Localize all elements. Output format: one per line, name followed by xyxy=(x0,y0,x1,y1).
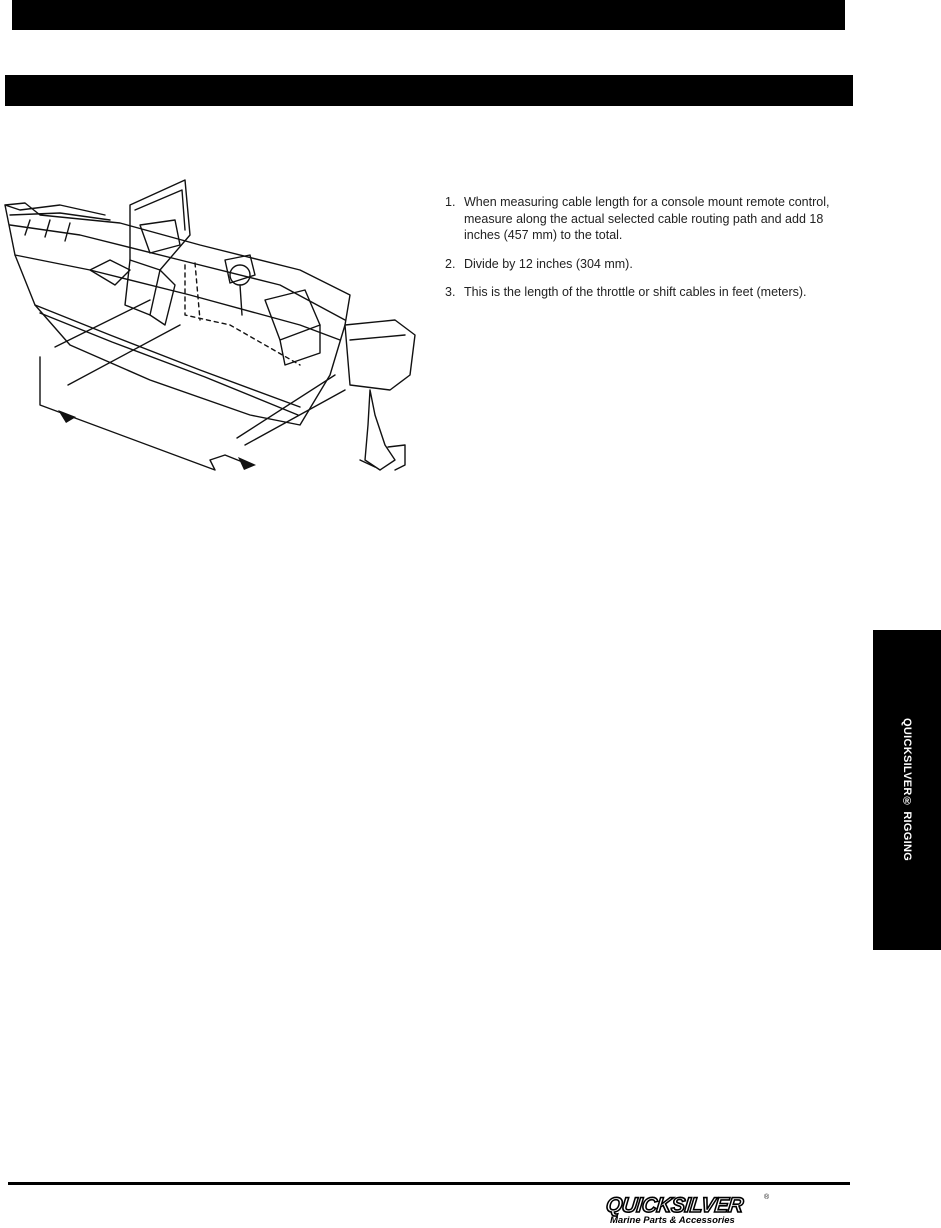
step-item xyxy=(445,284,845,301)
step-item xyxy=(445,256,845,273)
instruction-steps xyxy=(445,194,845,313)
step-text: This is the length of the throttle or shift cables in feet (meters). xyxy=(464,285,807,299)
step-number: 1. xyxy=(445,195,456,209)
header-bar xyxy=(12,0,845,30)
logo-tagline: Marine Parts & Accessories xyxy=(610,1215,735,1226)
side-tab-label: QUICKSILVER® RIGGING xyxy=(901,718,913,862)
logo-registered-mark: ® xyxy=(764,1194,770,1201)
section-title-bar xyxy=(5,75,853,106)
quicksilver-logo xyxy=(604,1194,774,1228)
step-number: 3. xyxy=(445,285,456,299)
boat-cable-routing-illustration xyxy=(0,175,430,485)
step-text: When measuring cable length for a console mount remote control, measure along the actual selected cable routing path and add 18 inches (457 mm) to the total. xyxy=(464,195,830,242)
step-text: Divide by 12 inches (304 mm). xyxy=(464,256,633,271)
side-section-tab xyxy=(873,630,941,950)
footer-rule xyxy=(8,1182,850,1185)
step-item xyxy=(445,194,845,244)
logo-wordmark: QUICKSILVER xyxy=(604,1194,745,1217)
step-number: 2. xyxy=(445,256,456,271)
